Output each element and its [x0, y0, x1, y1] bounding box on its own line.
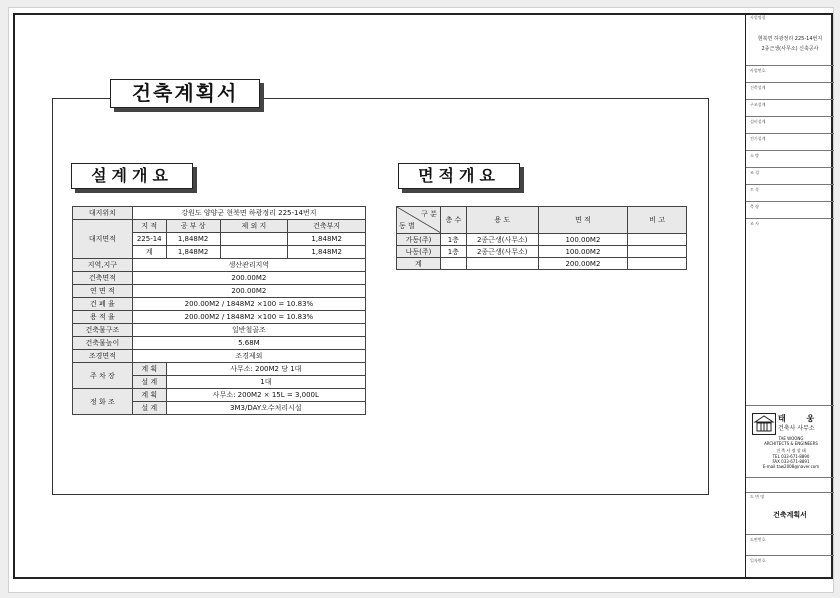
site-location-label: 대지위치: [73, 207, 133, 220]
title-block-row: [746, 219, 834, 406]
table-cell: 계 획: [132, 363, 166, 376]
project-name-cell: [746, 13, 834, 66]
table-row: [73, 324, 366, 337]
table-cell: [466, 258, 538, 270]
table-cell: 1층: [440, 234, 466, 246]
row-label: 조 사: [750, 221, 759, 226]
row-value: 5.68M: [132, 337, 365, 350]
table-row: [73, 259, 366, 272]
table-row: [73, 350, 366, 363]
table-row: [73, 220, 366, 233]
table-cell: 2종근생(사무소): [466, 246, 538, 258]
table-cell: [628, 234, 687, 246]
row-value: 일반철골조: [132, 324, 365, 337]
project-line-2: 2종근생(사무소) 신축공사: [761, 46, 819, 52]
date-cell: [746, 556, 834, 577]
row-value: 조경제외: [132, 350, 365, 363]
table-cell: 면 적: [538, 207, 628, 234]
table-cell: 계: [397, 258, 441, 270]
row-label: 건축면적: [73, 272, 133, 285]
table-row: [73, 363, 366, 376]
office-name-big: 태 웅: [778, 414, 824, 423]
office-logo-block: [750, 411, 830, 475]
table-cell: 지 적: [132, 220, 166, 233]
table-row: [73, 311, 366, 324]
table-cell: 200.00M2: [538, 258, 628, 270]
table-cell: 건축부지: [288, 220, 366, 233]
table-cell: 용 도: [466, 207, 538, 234]
title-block-row: [746, 134, 834, 151]
table-cell: [220, 233, 288, 246]
table-row: [397, 207, 687, 234]
table-row: [73, 285, 366, 298]
title-block-row: [746, 151, 834, 168]
corner-top-label: 구 분: [421, 210, 437, 218]
table-cell: 층 수: [440, 207, 466, 234]
row-label: 설비설계: [750, 119, 766, 124]
table-cell: 제 외 지: [220, 220, 288, 233]
table-cell: 225-14: [132, 233, 166, 246]
table-cell: 나동(주): [397, 246, 441, 258]
title-block: [745, 13, 834, 579]
parking-label: 주 차 장: [73, 363, 133, 389]
table-cell: 2종근생(사무소): [466, 234, 538, 246]
office-tel: TEL 033-671-8890: [772, 454, 810, 459]
site-location-value: 강원도 양양군 현북면 하광정리 225-14번지: [132, 207, 365, 220]
table-cell: 100.00M2: [538, 246, 628, 258]
table-row: [73, 272, 366, 285]
table-row: [73, 298, 366, 311]
project-label: 사업명칭: [750, 15, 766, 20]
table-cell: 1층: [440, 246, 466, 258]
row-label: 건축물구조: [73, 324, 133, 337]
corner-bottom-label: 동 별: [399, 222, 415, 230]
table-cell: 1,848M2: [166, 233, 220, 246]
corner-header: [397, 207, 441, 234]
title-block-row: [746, 168, 834, 185]
title-block-row: [746, 66, 834, 83]
row-label: 조경면적: [73, 350, 133, 363]
table-cell: 공 부 상: [166, 220, 220, 233]
design-summary-table: [72, 206, 366, 415]
table-cell: 100.00M2: [538, 234, 628, 246]
office-email: E-mail:taw2008@naver.com: [762, 464, 820, 469]
title-block-row: [746, 202, 834, 219]
row-value: 200.00M2 / 1848M2 ×100 = 10.83%: [132, 298, 365, 311]
table-row: [73, 389, 366, 402]
title-block-row: [746, 185, 834, 202]
septic-label: 정 화 조: [73, 389, 133, 415]
table-row: [397, 234, 687, 246]
table-cell: 1대: [166, 376, 365, 389]
drawing-title-label: 도 면 명: [750, 494, 765, 499]
table-cell: 3M3/DAY오수처리시설: [166, 402, 365, 415]
drawing-number-label: 도면번호: [750, 537, 766, 542]
row-label: 연 면 적: [73, 285, 133, 298]
row-value: 200.00M2 / 1848M2 ×100 = 10.83%: [132, 311, 365, 324]
table-row: [397, 246, 687, 258]
table-cell: [220, 246, 288, 259]
table-cell: 1,848M2: [288, 246, 366, 259]
row-label: 용 적 율: [73, 311, 133, 324]
row-label: 구조설계: [750, 102, 766, 107]
office-fax: FAX 033-671-8891: [772, 459, 810, 464]
table-cell: 1,848M2: [166, 246, 220, 259]
table-row: [73, 337, 366, 350]
office-en-1: TAE WOONG: [778, 436, 804, 441]
row-value: 200.00M2: [132, 285, 365, 298]
drawing-title: 건축계획서: [773, 511, 807, 519]
table-cell: 계 획: [132, 389, 166, 402]
table-cell: 설 계: [132, 376, 166, 389]
row-label: 사업번호: [750, 68, 766, 73]
project-line-1: 현북면 하광정리 225-14번지: [757, 36, 823, 42]
page-title: 건축계획서: [110, 79, 260, 108]
table-cell: 1,848M2: [288, 233, 366, 246]
table-cell: 가동(주): [397, 234, 441, 246]
design-summary-title: 설계개요: [71, 163, 193, 189]
site-area-label: 대지면적: [73, 220, 133, 259]
office-logo: [752, 413, 776, 435]
table-cell: 비 고: [628, 207, 687, 234]
row-label: 건축설계: [750, 85, 766, 90]
row-value: 200.00M2: [132, 272, 365, 285]
table-cell: 사무소: 200M2 × 15L = 3,000L: [166, 389, 365, 402]
table-cell: [628, 246, 687, 258]
title-block-row: [746, 117, 834, 134]
row-label: 전기설계: [750, 136, 766, 141]
row-label: 지역,지구: [73, 259, 133, 272]
row-label: 소 방: [750, 153, 759, 158]
area-summary-title: 면적개요: [398, 163, 520, 189]
table-row: [73, 207, 366, 220]
building-icon: [753, 414, 775, 434]
date-label: 일자번호: [750, 558, 766, 563]
title-block-row: [746, 477, 834, 493]
title-block-row: [746, 100, 834, 117]
row-label: 건축물높이: [73, 337, 133, 350]
office-name: 건축사 사무소: [778, 425, 815, 432]
table-cell: 계: [132, 246, 166, 259]
row-label: 토 목: [750, 187, 759, 192]
office-person: 건 축 사 정 상 태: [776, 448, 806, 453]
row-label: 조 경: [750, 170, 759, 175]
office-en-2: ARCHITECTS & ENGINEERS: [764, 441, 818, 446]
table-cell: [628, 258, 687, 270]
table-cell: 사무소: 200M2 당 1대: [166, 363, 365, 376]
table-row: [397, 258, 687, 270]
row-label: 측 량: [750, 204, 759, 209]
table-cell: [440, 258, 466, 270]
area-summary-table: [396, 206, 687, 270]
title-block-row: [746, 83, 834, 100]
row-value: 생산관리지역: [132, 259, 365, 272]
table-cell: 설 계: [132, 402, 166, 415]
row-label: 건 폐 율: [73, 298, 133, 311]
drawing-number-cell: [746, 535, 834, 556]
